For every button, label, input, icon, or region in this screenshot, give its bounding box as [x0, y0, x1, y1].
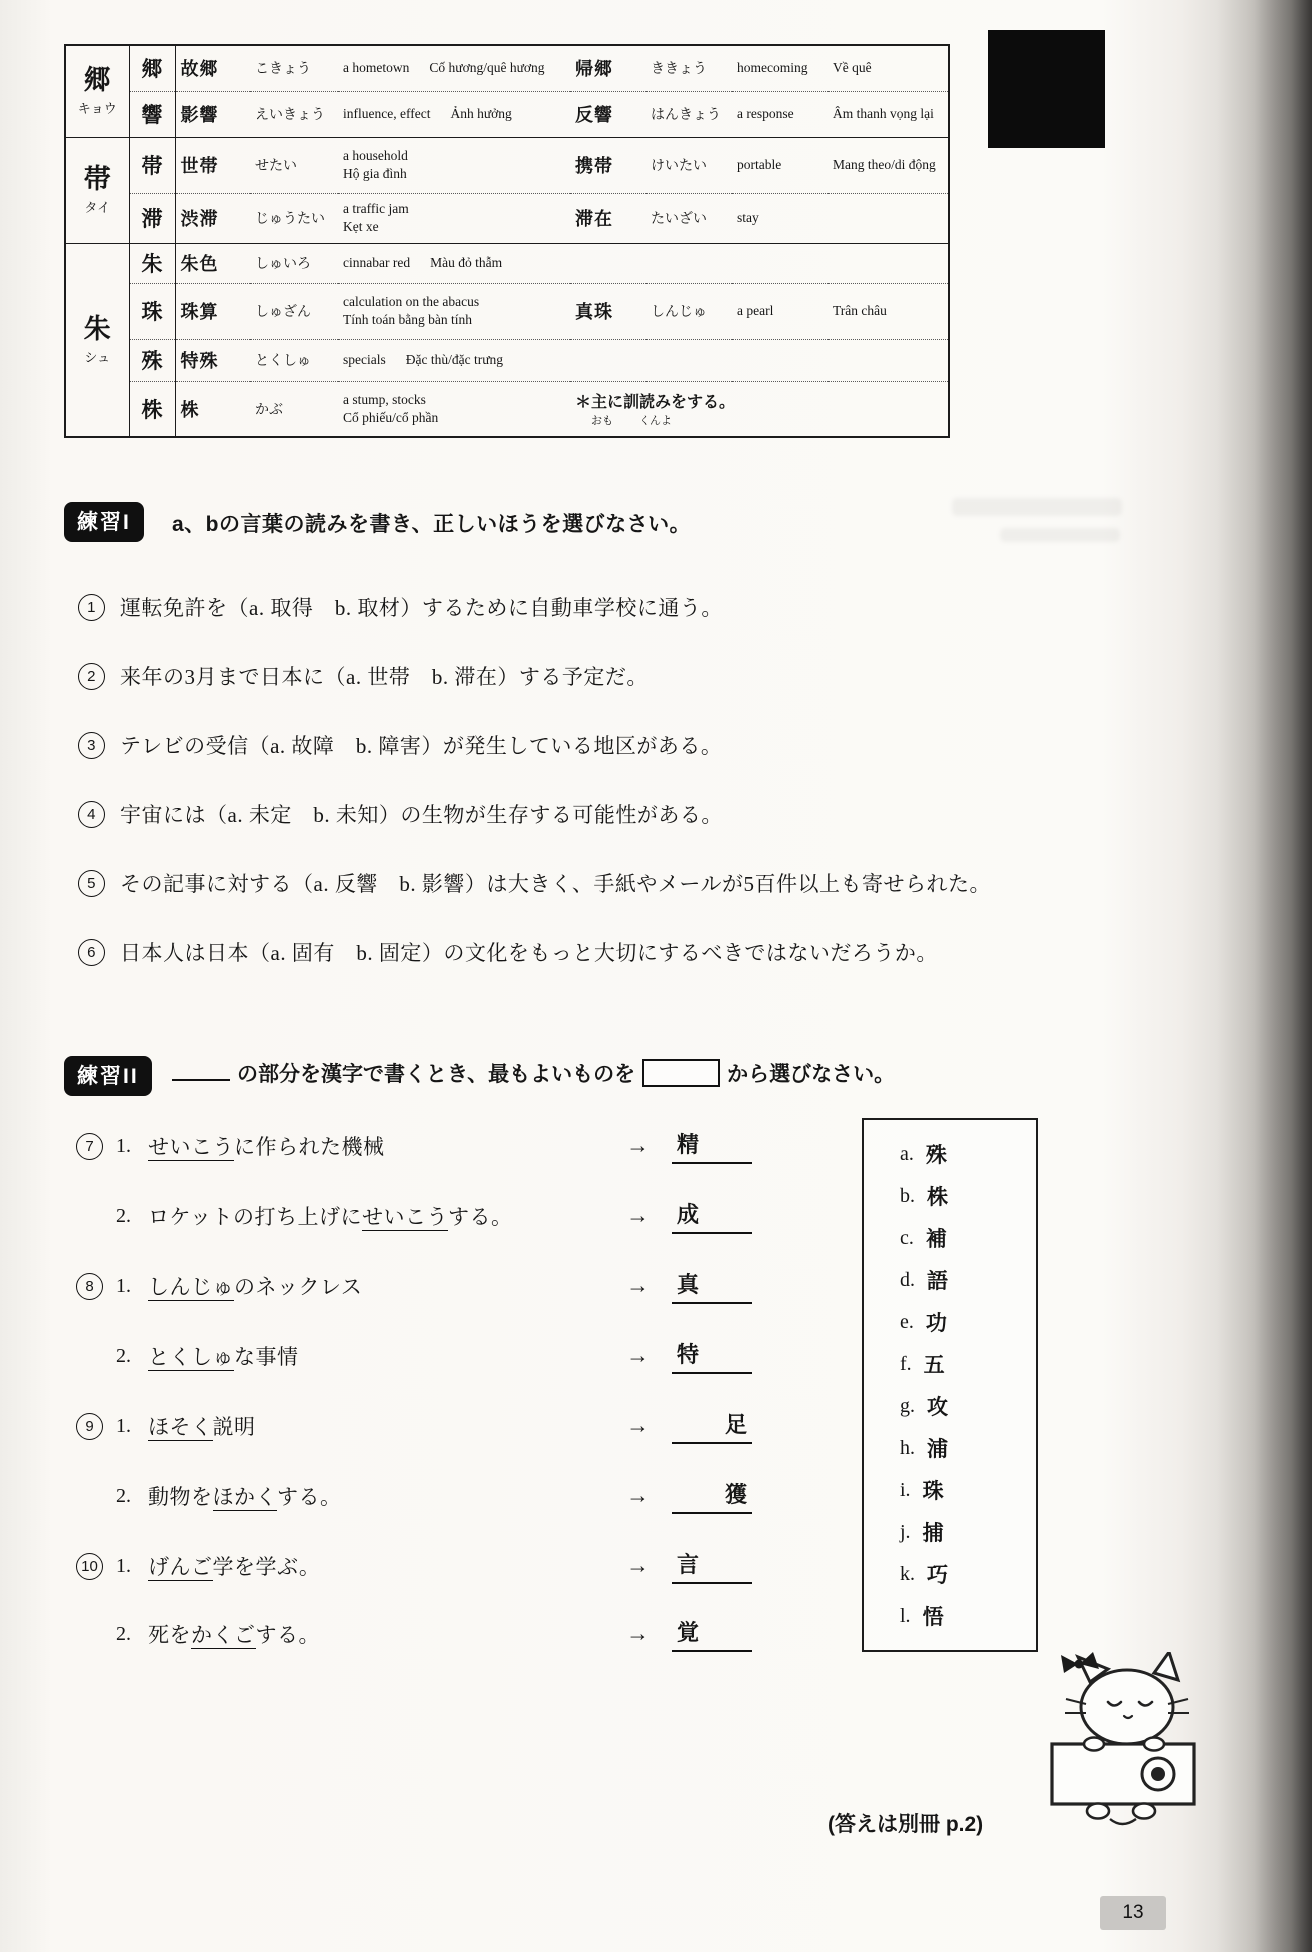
- choice-letter: d.: [900, 1268, 915, 1291]
- meaning-english: a household: [343, 148, 408, 164]
- choice-kanji: 功: [925, 1311, 947, 1335]
- word2-cell: 真珠: [570, 283, 646, 339]
- choice-j: [900, 1511, 1036, 1553]
- item-number-circle: 7: [76, 1133, 103, 1160]
- meaning-english: a traffic jam: [343, 201, 409, 217]
- phrase-underlined: とくしゅ: [148, 1345, 234, 1369]
- phrase-underlined: せいこう: [148, 1135, 234, 1159]
- meaning-cell: [338, 339, 570, 381]
- choice-kanji: 巧: [927, 1563, 948, 1587]
- word-cell: 特殊: [175, 339, 250, 381]
- item-sentence: 運転免許を（a. 取得 b. 取材）するために自動車学校に通う。: [120, 596, 723, 620]
- choice-letter: e.: [900, 1310, 914, 1333]
- meaning-english: cinnabar red: [343, 255, 411, 270]
- answer-kanji: 獲: [725, 1482, 748, 1507]
- exercise1-item-4: [78, 799, 723, 829]
- exercise2-item-9-1: [76, 1408, 752, 1444]
- number-spacer: [76, 1343, 103, 1370]
- word-cell: 朱色: [175, 243, 250, 283]
- page-number: 13: [1122, 1902, 1144, 1923]
- reading2-cell: ききょう: [651, 60, 707, 77]
- phrase-underlined: せいこう: [361, 1205, 448, 1229]
- choice-letter: b.: [900, 1184, 915, 1207]
- exercise1-instruction: a、bの言葉の読みを書き、正しいほうを選びなさい。: [172, 513, 692, 536]
- cat-mascot-illustration: [1032, 1652, 1212, 1867]
- meaning-english: influence, effect: [343, 106, 431, 121]
- choice-letter: k.: [900, 1562, 915, 1585]
- exercise1-item-1: [78, 592, 723, 622]
- exercise2-item-10-1: [76, 1548, 752, 1584]
- word-cell: 渋滞: [175, 193, 250, 243]
- item-number-circle: 1: [78, 594, 105, 621]
- phrase-post: する。: [255, 1623, 320, 1647]
- phrase-pre: 死を: [148, 1623, 191, 1647]
- phrase-underlined: ほかく: [212, 1485, 277, 1509]
- reading2-cell: たいざい: [646, 193, 732, 243]
- meaning-english: a stump, stocks: [343, 392, 426, 408]
- answer-kanji: 特: [677, 1342, 700, 1367]
- item-number-circle: 4: [78, 801, 105, 828]
- choice-kanji: 株: [927, 1185, 948, 1209]
- answer-reference-note: (答えは別冊 p.2): [828, 1813, 984, 1836]
- phrase-underlined: げんご: [148, 1555, 213, 1579]
- item-number-circle: 9: [76, 1413, 103, 1440]
- reading2-cell: [646, 243, 732, 283]
- answer-kanji: 精: [677, 1132, 700, 1157]
- phrase-pre: 動物を: [148, 1485, 213, 1509]
- group-head-kanji: 郷: [83, 65, 111, 96]
- kanji-cell: 朱: [129, 243, 175, 283]
- exercise1-item-5: [78, 868, 991, 898]
- sub-number: 2.: [116, 1484, 131, 1507]
- meaning-vietnamese: Tính toán bằng bàn tính: [343, 312, 472, 327]
- reading-cell: しゅざん: [250, 283, 338, 339]
- meaning2-english: [732, 339, 828, 381]
- item-phrase: [148, 1481, 626, 1511]
- item-number-circle: 10: [76, 1553, 103, 1580]
- item-sentence: その記事に対する（a. 反響 b. 影響）は大きく、手紙やメールが5百件以上も寄せられた。: [120, 872, 991, 896]
- item-phrase: [148, 1201, 626, 1231]
- meaning-vietnamese: Cố hương/quê hương: [429, 60, 545, 76]
- phrase-underlined: かくご: [191, 1623, 256, 1647]
- item-phrase: [148, 1341, 626, 1371]
- item-sentence: 日本人は日本（a. 固有 b. 固定）の文化をもっと大切にするべきではないだろうか。: [120, 941, 938, 965]
- exercise2-item-7-1: [76, 1128, 752, 1164]
- furigana-omo: おも: [591, 415, 613, 428]
- sub-number: 2.: [116, 1622, 131, 1645]
- word-cell: 世帯: [175, 137, 250, 193]
- word2-cell: 帰郷: [575, 59, 613, 80]
- item-phrase: [148, 1411, 626, 1441]
- group-head-reading: タイ: [84, 200, 111, 216]
- meaning-english: calculation on the abacus: [343, 294, 480, 310]
- phrase-post: する。: [277, 1485, 342, 1509]
- meaning-vietnamese: Hộ gia đình: [343, 166, 407, 181]
- sub-number: 1.: [116, 1274, 131, 1297]
- item-phrase: [148, 1131, 626, 1161]
- choice-kanji: 攻: [927, 1395, 948, 1419]
- item-phrase: [148, 1271, 626, 1301]
- meaning-cell: [338, 137, 570, 193]
- meaning-vietnamese: Màu đỏ thẫm: [430, 255, 503, 270]
- choice-letter: c.: [900, 1226, 914, 1249]
- meaning-cell: [338, 283, 570, 339]
- answer-kanji: 言: [677, 1552, 700, 1577]
- kanji-cell: 株: [129, 381, 175, 437]
- exercise1-item-3: [78, 730, 722, 760]
- phrase-pre: ロケットの打ち上げに: [148, 1205, 362, 1229]
- phrase-underlined: しんじゅ: [148, 1275, 234, 1299]
- sub-number: 2.: [116, 1344, 131, 1367]
- meaning2-vietnamese: [828, 193, 949, 243]
- reading-cell: こきょう: [255, 60, 311, 77]
- answer-kanji: 真: [677, 1272, 700, 1297]
- exercise2-instruction: [172, 1058, 895, 1088]
- kanji-group-head: [65, 137, 129, 243]
- answer-line: [672, 1616, 752, 1652]
- chapter-edge-tab: [988, 30, 1105, 148]
- meaning2-vietnamese: [828, 243, 949, 283]
- choice-kanji: 捕: [922, 1521, 944, 1545]
- answer-line: [672, 1338, 752, 1374]
- item-number-circle: 3: [78, 732, 105, 759]
- answer-line: [672, 1478, 752, 1514]
- arrow-icon: →: [626, 1553, 649, 1578]
- meaning2-english: portable: [732, 137, 828, 193]
- meaning-english: a hometown: [343, 60, 410, 76]
- exercise2-item-8-1: [76, 1268, 752, 1304]
- kanji-group-head: [65, 243, 129, 437]
- choice-e: [900, 1301, 1036, 1343]
- choices-box-placeholder: [642, 1059, 720, 1087]
- exercise2-instruction-part1: の部分を漢字で書くとき、最もよいものを: [237, 1063, 636, 1086]
- kanji-vocabulary-table: [64, 44, 950, 438]
- meaning-cell: [338, 381, 570, 437]
- word2-cell: 携帯: [570, 137, 646, 193]
- choice-h: [900, 1427, 1036, 1469]
- exercise2-instruction-part2: から選びなさい。: [727, 1063, 896, 1086]
- meaning-vietnamese: Kẹt xe: [343, 219, 379, 234]
- phrase-post: な事情: [234, 1345, 299, 1369]
- phrase-underlined: ほそく: [148, 1415, 213, 1439]
- item-number-circle: 2: [78, 663, 105, 690]
- sub-number: 2.: [116, 1204, 131, 1227]
- group-head-reading: キョウ: [77, 101, 117, 117]
- answer-kanji: 成: [677, 1202, 700, 1227]
- choice-k: [900, 1553, 1036, 1595]
- choice-b: [900, 1175, 1036, 1217]
- choice-letter: i.: [900, 1478, 911, 1501]
- furigana-kunyo: くんよ: [639, 415, 672, 428]
- arrow-icon: →: [626, 1203, 649, 1228]
- word-cell: 珠算: [175, 283, 250, 339]
- meaning2-vietnamese: Về quê: [833, 60, 872, 76]
- answer-line: [672, 1548, 752, 1584]
- book-binding-shadow: [1217, 0, 1312, 1952]
- arrow-icon: →: [626, 1133, 649, 1158]
- meaning2-vietnamese: Trân châu: [828, 283, 949, 339]
- reading2-cell: しんじゅ: [646, 283, 732, 339]
- reading-cell: かぶ: [250, 381, 338, 437]
- word-cell: 株: [175, 381, 250, 437]
- exercise1-badge-label: 練習I: [77, 511, 131, 534]
- choice-l: [900, 1595, 1036, 1637]
- item-number-circle: 5: [78, 870, 105, 897]
- choice-c: [900, 1217, 1036, 1259]
- number-spacer: [76, 1483, 103, 1510]
- phrase-post: する。: [447, 1205, 513, 1229]
- choice-kanji: 補: [925, 1227, 947, 1251]
- sub-number: 1.: [116, 1414, 131, 1437]
- choice-a: [900, 1133, 1036, 1175]
- print-bleedthrough-smudge: [1000, 528, 1120, 542]
- arrow-icon: →: [626, 1343, 649, 1368]
- meaning2-english: a response: [732, 91, 828, 137]
- table-note-text: ＊主に訓読みをする。: [575, 394, 736, 412]
- arrow-icon: →: [626, 1273, 649, 1298]
- answer-line: [672, 1128, 752, 1164]
- number-spacer: [76, 1621, 103, 1648]
- item-phrase: [148, 1551, 626, 1581]
- meaning2-english: homecoming: [737, 60, 808, 76]
- number-spacer: [76, 1203, 103, 1230]
- choice-letter: a.: [900, 1142, 914, 1165]
- meaning-vietnamese: Đặc thù/đặc trưng: [405, 352, 504, 367]
- group-head-reading: シュ: [84, 349, 111, 365]
- exercise1-badge: [64, 502, 144, 542]
- choice-kanji: 悟: [922, 1605, 944, 1629]
- phrase-post: 学を学ぶ。: [212, 1555, 321, 1579]
- answer-line: [672, 1408, 752, 1444]
- sub-number: 1.: [116, 1134, 131, 1157]
- phrase-post: に作られた機械: [234, 1135, 385, 1159]
- meaning2-english: a pearl: [732, 283, 828, 339]
- meaning2-english: [732, 243, 828, 283]
- choice-kanji: 殊: [925, 1143, 947, 1167]
- item-number-circle: 6: [78, 939, 105, 966]
- item-sentence: テレビの受信（a. 故障 b. 障害）が発生している地区がある。: [120, 734, 723, 758]
- exercise2-badge: [64, 1056, 152, 1096]
- meaning-cell: [338, 45, 570, 91]
- reading2-cell: はんきょう: [646, 91, 732, 137]
- reading-cell: えいきょう: [250, 91, 338, 137]
- choice-kanji: 浦: [927, 1437, 948, 1461]
- answer-line: [672, 1198, 752, 1234]
- kanji-cell: 殊: [129, 339, 175, 381]
- meaning2-vietnamese: Âm thanh vọng lại: [828, 91, 949, 137]
- answer-kanji: 足: [725, 1412, 748, 1437]
- exercise1-item-6: [78, 937, 938, 967]
- choice-kanji: 語: [927, 1269, 948, 1293]
- meaning-cell: [338, 91, 570, 137]
- blank-underline: [172, 1065, 230, 1081]
- exercise2-item-10-2: [76, 1616, 752, 1652]
- meaning2-english: stay: [732, 193, 828, 243]
- kanji-choices-box: [862, 1118, 1038, 1652]
- print-bleedthrough-smudge: [952, 498, 1122, 516]
- word2-cell: 滞在: [570, 193, 646, 243]
- choice-kanji: 五: [923, 1353, 945, 1377]
- meaning-english: specials: [343, 352, 386, 367]
- phrase-post: 説明: [212, 1415, 256, 1439]
- meaning-cell: [338, 243, 570, 283]
- phrase-post: のネックレス: [234, 1275, 363, 1299]
- item-sentence: 来年の3月まで日本に（a. 世帯 b. 滞在）する予定だ。: [120, 665, 648, 689]
- word-cell: 故郷: [180, 59, 219, 80]
- answer-kanji: 覚: [677, 1620, 700, 1645]
- choice-letter: g.: [900, 1394, 915, 1417]
- choice-letter: l.: [900, 1604, 911, 1627]
- group-head-kanji: 朱: [83, 313, 111, 344]
- choice-g: [900, 1385, 1036, 1427]
- meaning2-vietnamese: Mang theo/di động: [828, 137, 949, 193]
- word-cell: 影響: [175, 91, 250, 137]
- choice-letter: j.: [900, 1520, 911, 1543]
- word2-cell: [570, 339, 646, 381]
- choice-kanji: 珠: [922, 1479, 944, 1503]
- arrow-icon: →: [626, 1413, 649, 1438]
- choice-d: [900, 1259, 1036, 1301]
- item-number-circle: 8: [76, 1273, 103, 1300]
- kanji-group-head: [65, 45, 129, 137]
- reading2-cell: [646, 339, 732, 381]
- page-number-badge: [1100, 1896, 1166, 1930]
- reading-cell: せたい: [250, 137, 338, 193]
- item-sentence: 宇宙には（a. 未定 b. 未知）の生物が生存する可能性がある。: [120, 803, 723, 827]
- choice-letter: h.: [900, 1436, 915, 1459]
- table-note-furigana: [575, 412, 943, 428]
- kanji-cell: 郷: [129, 45, 175, 91]
- arrow-icon: →: [626, 1621, 649, 1646]
- kanji-cell: 滞: [129, 193, 175, 243]
- exercise2-item-9-2: [76, 1478, 752, 1514]
- reading2-cell: けいたい: [646, 137, 732, 193]
- reading-cell: とくしゅ: [250, 339, 338, 381]
- item-phrase: [148, 1619, 626, 1649]
- table-note-cell: [570, 381, 949, 437]
- kanji-cell: 響: [129, 91, 175, 137]
- choice-f: [900, 1343, 1036, 1385]
- reading-cell: じゅうたい: [250, 193, 338, 243]
- exercise1-item-2: [78, 661, 648, 691]
- meaning2-vietnamese: [828, 339, 949, 381]
- reading-cell: しゅいろ: [250, 243, 338, 283]
- word2-cell: [570, 243, 646, 283]
- meaning-vietnamese: Cổ phiếu/cổ phần: [343, 409, 439, 425]
- exercise2-badge-label: 練習II: [77, 1065, 139, 1088]
- word2-cell: 反響: [570, 91, 646, 137]
- arrow-icon: →: [626, 1483, 649, 1508]
- group-head-kanji: 帯: [83, 163, 111, 194]
- meaning-vietnamese: Ảnh hưởng: [450, 106, 512, 121]
- exercise2-item-8-2: [76, 1338, 752, 1374]
- answer-line: [672, 1268, 752, 1304]
- kanji-cell: 帯: [129, 137, 175, 193]
- choice-i: [900, 1469, 1036, 1511]
- choice-letter: f.: [900, 1352, 912, 1375]
- exercise2-item-7-2: [76, 1198, 752, 1234]
- sub-number: 1.: [116, 1554, 131, 1577]
- kanji-cell: 珠: [129, 283, 175, 339]
- meaning-cell: [338, 193, 570, 243]
